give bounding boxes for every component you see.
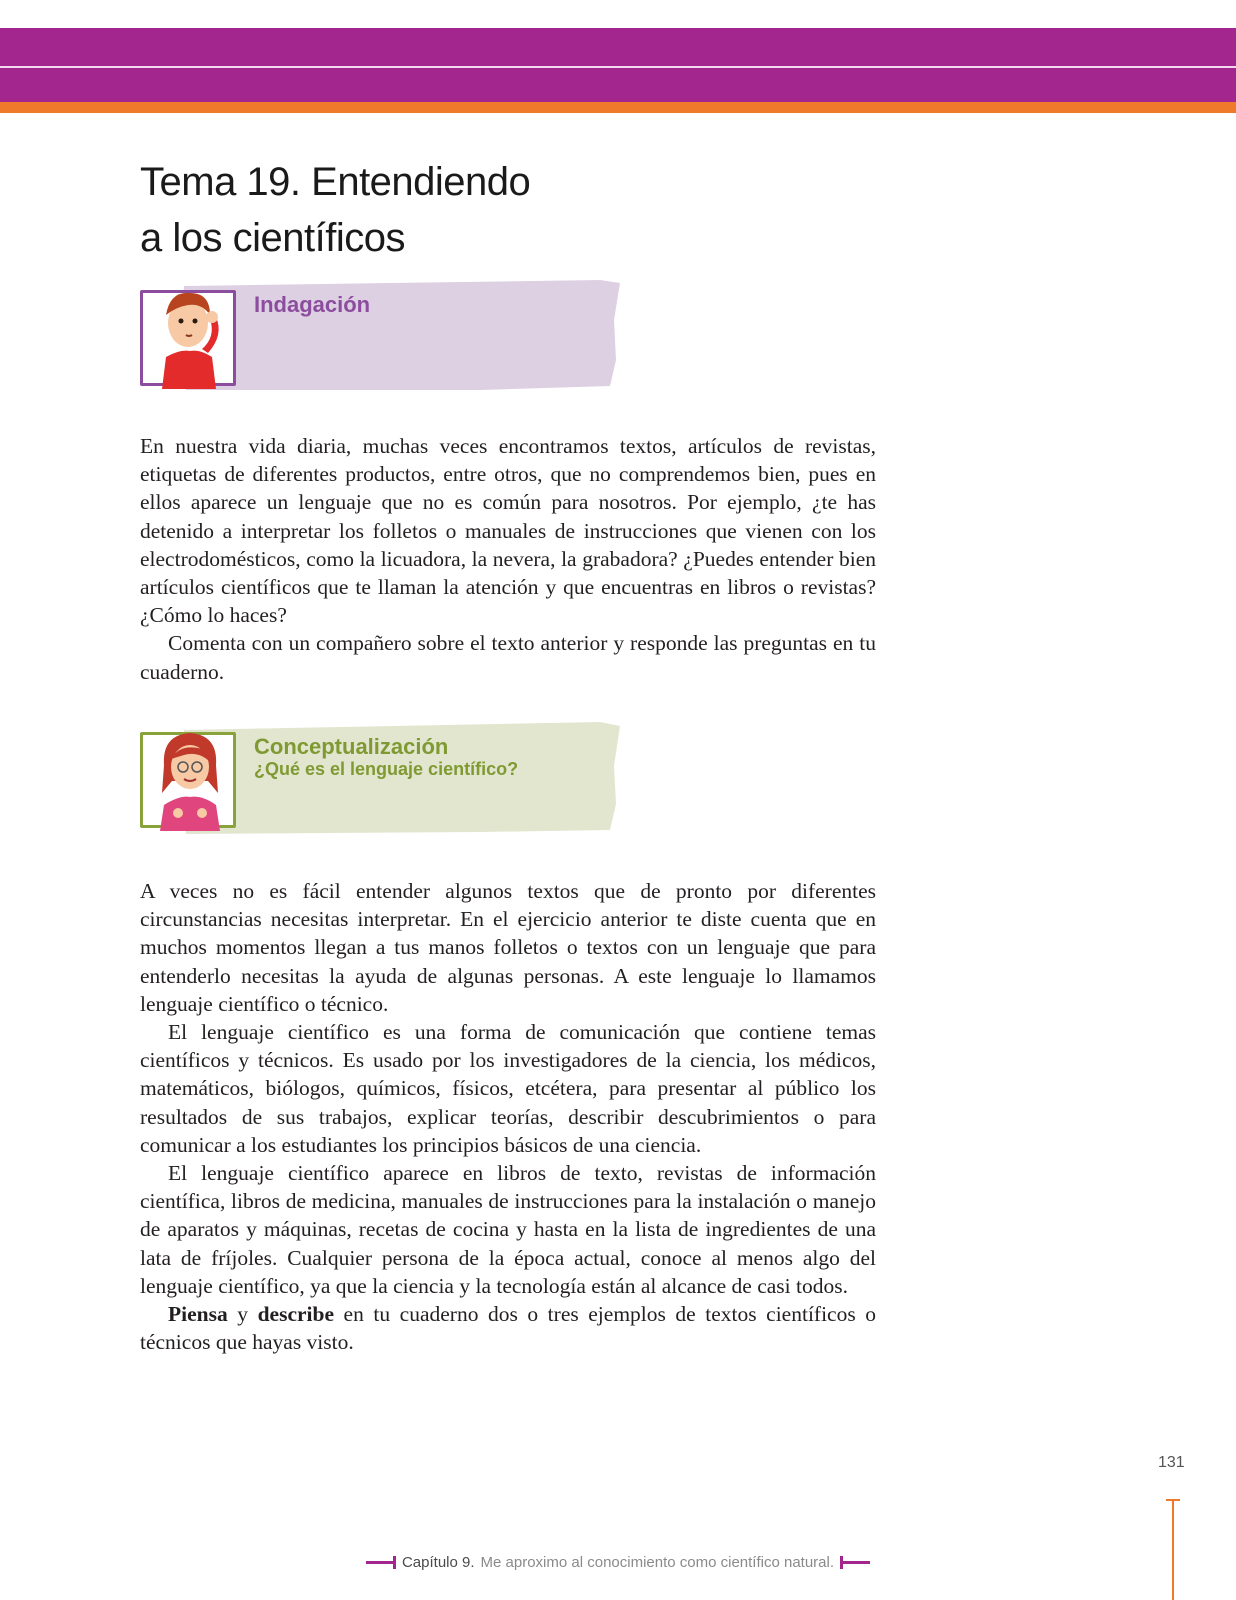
page-title-line-1: Tema 19. Entendiendo: [140, 160, 531, 204]
final-rest: en tu cuaderno dos o tres ejemplos de textos científicos o técnicos que hayas visto.: [140, 1302, 876, 1355]
indagacion-paragraph-1: En nuestra vida diaria, muchas veces encontramos textos, artículos de revistas, etiquetas de diferentes productos, entre otros, que no comprendemos bien, pues en ellos aparece un lenguaje que no es común para nosotros. Por ejemplo, ¿te has detenido a interpretar los folletos o manuales de instrucciones que vienen con los electrodomésticos, como la licuadora, la nevera, la grabadora? ¿Puedes entender bien artículos científicos que te llaman la atención y que encuentras en libros o revistas? ¿Cómo lo haces?: [140, 434, 876, 628]
indagacion-paragraph-2: Comenta con un compañero sobre el texto anterior y responde las preguntas en tu cuaderno.: [140, 631, 876, 684]
indagacion-heading: Indagación: [254, 292, 371, 317]
page-title-line-2: a los científicos: [140, 216, 405, 260]
header-band-orange: [0, 102, 1236, 113]
header-band-bottom: [0, 68, 1236, 102]
footer-chapter-title: Me aproximo al conocimiento como científico natural.: [480, 1553, 835, 1571]
indagacion-avatar-frame: [140, 290, 236, 386]
conceptualizacion-avatar-frame: [140, 732, 236, 828]
conceptualizacion-paragraph-3: El lenguaje científico aparece en libros de texto, revistas de información científica, libros de medicina, manuales de instrucciones para la instalación o manejo de aparatos y máquinas, recetas de cocina y hasta en la lista de ingredientes de una lata de fríjoles. Cualquier persona de la época actual, conoce al menos algo del lenguaje científico, ya que la ciencia y la tecnología están al alcance de casi todos.: [140, 1161, 876, 1298]
conceptualizacion-paragraph-4: [140, 1300, 876, 1356]
conceptualizacion-banner: [140, 722, 622, 836]
indagacion-text: [140, 432, 876, 686]
indagacion-brush-background: [180, 280, 622, 392]
piensa-bold: Piensa: [168, 1302, 228, 1327]
conceptualizacion-subheading: ¿Qué es el lenguaje científico?: [254, 759, 519, 779]
teacher-girl-icon: [140, 721, 240, 831]
page-title: [140, 154, 530, 266]
page-number: 131: [1158, 1454, 1185, 1471]
thinking-boy-icon: [140, 279, 240, 389]
page-side-rule: [1172, 1500, 1174, 1600]
indagacion-banner: [140, 280, 622, 394]
footer-right-rule: [840, 1561, 870, 1564]
describe-bold: describe: [257, 1302, 335, 1327]
footer-left-rule: [366, 1561, 396, 1564]
header-band-top: [0, 28, 1236, 66]
conceptualizacion-text: [140, 877, 876, 1356]
conceptualizacion-heading: Conceptualización: [254, 734, 449, 759]
footer: [0, 1552, 1236, 1572]
footer-chapter: Capítulo 9.: [401, 1553, 475, 1571]
conceptualizacion-paragraph-2: El lenguaje científico es una forma de comunicación que contiene temas científicos y técnicos. Es usado por los investigadores de la ciencia, los médicos, matemáticos, biólogos, químicos, físicos, etcétera, para presentar al público los resultados de sus trabajos, explicar teorías, describir descubrimientos o para comunicar a los estudiantes los principios básicos de una ciencia.: [140, 1020, 876, 1157]
conceptualizacion-paragraph-1: A veces no es fácil entender algunos textos que de pronto por diferentes circunstancias necesitas interpretar. En el ejercicio anterior te diste cuenta que en muchos momentos llegan a tus manos folletos o textos con un lenguaje que para entenderlo necesitas la ayuda de algunas personas. A este lenguaje lo llamamos lenguaje científico o técnico.: [140, 879, 876, 1016]
final-connector: y: [227, 1302, 258, 1327]
